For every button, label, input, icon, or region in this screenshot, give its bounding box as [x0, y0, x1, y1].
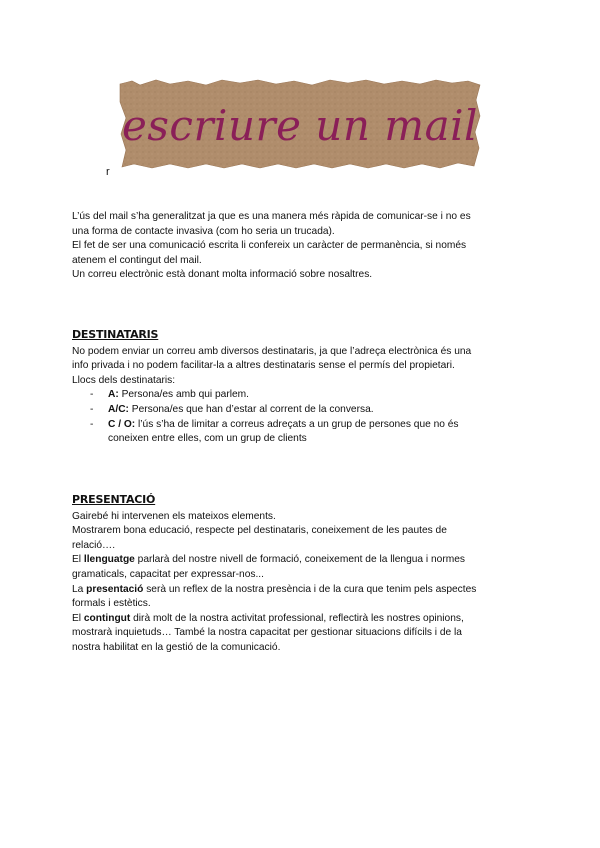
- contingut-line: [72, 612, 532, 627]
- dash-marker: -: [90, 389, 94, 401]
- section-presentacio: [72, 493, 532, 656]
- intro-line: Un correu electrònic està donant molta informació sobre nosaltres.: [72, 269, 373, 281]
- text-run: La: [72, 583, 87, 595]
- intro-paragraph: [72, 210, 532, 283]
- text-run: dirà molt de la nostra activitat professional, reflectirà les nostres opinions,: [130, 612, 464, 624]
- intro-line: una forma de contacte invasiva (com ho seria un trucada).: [72, 225, 335, 237]
- list-item: [72, 403, 532, 418]
- section-line: relació….: [72, 539, 116, 551]
- dash-marker: -: [90, 403, 94, 415]
- section-line: Gairebé hi intervenen els mateixos elements.: [72, 510, 276, 522]
- list-text: Persona/es amb qui parlem.: [118, 389, 249, 401]
- section-heading: PRESENTACIÓ: [72, 493, 156, 506]
- list-item: [72, 388, 532, 403]
- list-term: C / O:: [108, 418, 136, 430]
- text-run: serà un reflex de la nostra presència i de la cura que tenim pels aspectes: [143, 583, 477, 595]
- text-run: El: [72, 612, 84, 624]
- intro-line: L’ús del mail s’ha generalitzat ja que es una manera més ràpida de comunicar-se i no es: [72, 211, 471, 222]
- text-run: parlarà del nostre nivell de formació, coneixement de la llengua i normes: [134, 554, 465, 566]
- list-text: coneixen entre elles, com un grup de clients: [108, 433, 307, 445]
- section-line: info privada i no podem facilitar-la a altres destinataris sense el permís del propietari.: [72, 360, 455, 372]
- section-line: nostra habilitat en la gestió de la comunicació.: [72, 641, 281, 653]
- intro-line: atenem el contingut del mail.: [72, 254, 202, 266]
- dash-marker: -: [90, 418, 94, 430]
- section-line: mostrarà inquietuds… També la nostra capacitat per gestionar situacions difícils i de la: [72, 627, 462, 639]
- section-line: No podem enviar un correu amb diversos destinataris, ja que l’adreça electrònica és una: [72, 345, 472, 357]
- llenguatge-line: [72, 553, 532, 568]
- list-term: A:: [108, 389, 119, 401]
- stray-character: r: [106, 166, 110, 178]
- recipient-list: [72, 388, 532, 446]
- list-text: Persona/es que han d’estar al corrent de la conversa.: [128, 403, 374, 415]
- section-line: Llocs dels destinataris:: [72, 374, 176, 386]
- text-run: El: [72, 554, 84, 566]
- intro-line: El fet de ser una comunicació escrita li confereix un caràcter de permanència, si només: [72, 240, 467, 252]
- section-line: gramaticals, capacitat per expressar-nos...: [72, 568, 264, 580]
- bold-term: llenguatge: [83, 554, 135, 566]
- section-heading: DESTINATARIS: [72, 328, 159, 341]
- section-destinataris: [72, 328, 532, 447]
- document-title: escriure un mail: [122, 100, 478, 150]
- title-banner: [118, 78, 482, 170]
- presentacio-line: [72, 583, 532, 598]
- list-item-continuation: [72, 432, 532, 447]
- list-term: A/C:: [108, 403, 129, 415]
- list-text: l’ús s’ha de limitar a correus adreçats a un grup de persones que no és: [135, 418, 459, 430]
- section-line: Mostrarem bona educació, respecte pel destinataris, coneixement de les pautes de: [72, 525, 447, 537]
- bold-term: presentació: [86, 583, 144, 595]
- section-line: formals i estètics.: [72, 598, 151, 610]
- list-item: [72, 418, 532, 433]
- bold-term: contingut: [83, 612, 131, 624]
